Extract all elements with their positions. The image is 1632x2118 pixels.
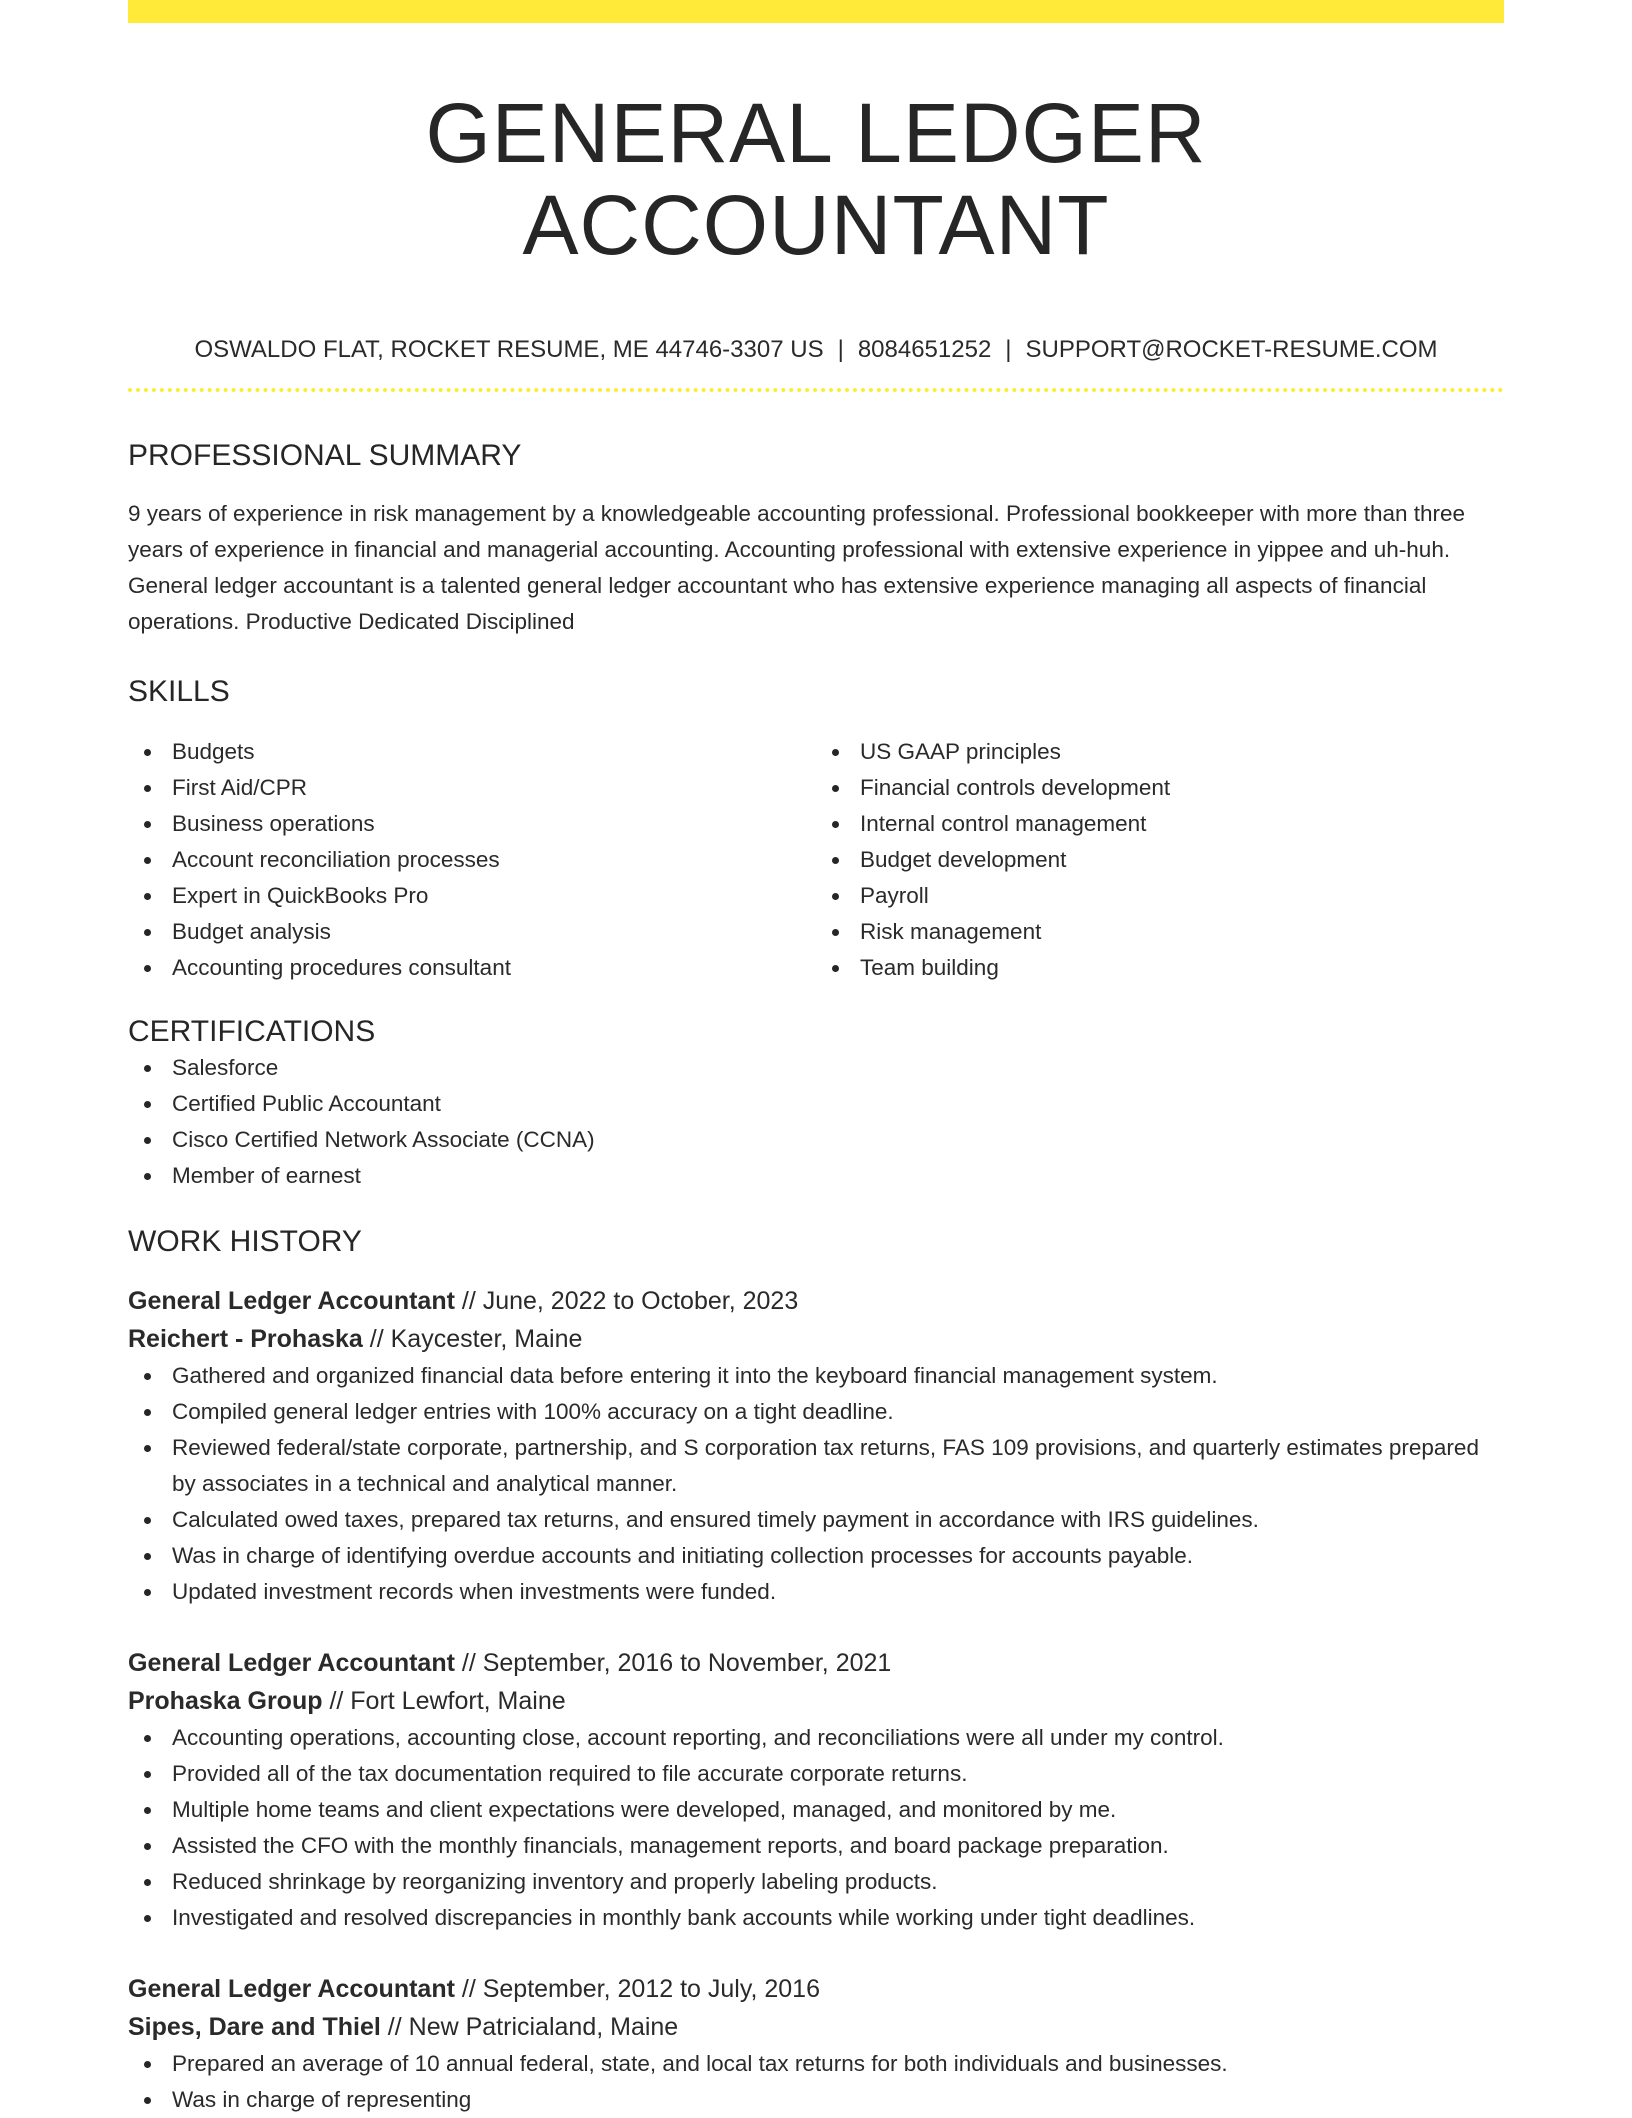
job-duty: Reviewed federal/state corporate, partnership, and S corporation tax returns, FAS 109 provisions, and quarterly estimates prepared by associates in a technical and analytical manner. xyxy=(128,1430,1504,1502)
job-duty: Updated investment records when investments were funded. xyxy=(128,1574,1504,1610)
certification-item: Cisco Certified Network Associate (CCNA) xyxy=(128,1122,1504,1158)
job-duties-list xyxy=(128,1720,1504,1936)
job-role: General Ledger Accountant xyxy=(128,1974,455,2003)
skills-list-left xyxy=(128,734,816,986)
job-location: // Fort Lewfort, Maine xyxy=(322,1686,566,1715)
job-duty: Multiple home teams and client expectations were developed, managed, and monitored by me. xyxy=(128,1792,1504,1828)
skill-item: Account reconciliation processes xyxy=(128,842,816,878)
skill-item: Payroll xyxy=(816,878,1504,914)
job-duty: Reduced shrinkage by reorganizing inventory and properly labeling products. xyxy=(128,1864,1504,1900)
dotted-divider xyxy=(128,388,1504,392)
skill-item: Accounting procedures consultant xyxy=(128,950,816,986)
skill-item: Budget development xyxy=(816,842,1504,878)
certifications-list xyxy=(128,1050,1504,1194)
job-location: // Kaycester, Maine xyxy=(362,1324,583,1353)
skill-item: Internal control management xyxy=(816,806,1504,842)
certifications-heading: CERTIFICATIONS xyxy=(128,1014,376,1048)
job-company: Reichert - Prohaska xyxy=(128,1324,363,1353)
resume-title: GENERAL LEDGER ACCOUNTANT xyxy=(425,86,1207,273)
job-dates: // June, 2022 to October, 2023 xyxy=(454,1286,799,1315)
job-role: General Ledger Accountant xyxy=(128,1648,455,1677)
contact-email: SUPPORT@ROCKET-RESUME.COM xyxy=(1025,335,1438,363)
job-dates: // September, 2012 to July, 2016 xyxy=(454,1974,820,2003)
skill-item: Risk management xyxy=(816,914,1504,950)
summary-text: 9 years of experience in risk management by a knowledgeable accounting professional. Professional bookkeeper with more than three years of experience in financial and managerial accounting. Accounting professional with extensive experience in yippee and uh-huh. General ledger accountant is a talented general ledger accountant who has extensive experience managing all aspects of financial operations. Productive Dedicated Disciplined xyxy=(128,500,1466,634)
skill-item: Expert in QuickBooks Pro xyxy=(128,878,816,914)
contact-address: OSWALDO FLAT, ROCKET RESUME, ME 44746-3307 US xyxy=(194,335,824,363)
job-dates: // September, 2016 to November, 2021 xyxy=(454,1648,892,1677)
resume-page xyxy=(128,0,1504,2118)
job-duties-list xyxy=(128,1358,1504,1610)
skill-item: Business operations xyxy=(128,806,816,842)
job-duty: Gathered and organized financial data before entering it into the keyboard financial management system. xyxy=(128,1358,1504,1394)
job-company-line xyxy=(128,1320,1504,1358)
contact-separator: | xyxy=(1005,335,1012,363)
job-duty: Investigated and resolved discrepancies in monthly bank accounts while working under tight deadlines. xyxy=(128,1900,1504,1936)
job-duties-list xyxy=(128,2046,1504,2118)
job-company: Prohaska Group xyxy=(128,1686,323,1715)
job-role-line xyxy=(128,1282,1504,1320)
work-history-heading: WORK HISTORY xyxy=(128,1224,362,1258)
skill-item: Financial controls development xyxy=(816,770,1504,806)
contact-line xyxy=(128,334,1504,366)
skill-item: Team building xyxy=(816,950,1504,986)
certification-item: Certified Public Accountant xyxy=(128,1086,1504,1122)
job-duty: Provided all of the tax documentation required to file accurate corporate returns. xyxy=(128,1756,1504,1792)
job-role-line xyxy=(128,1970,1504,2008)
job-duty: Accounting operations, accounting close, account reporting, and reconciliations were all under my control. xyxy=(128,1720,1504,1756)
skill-item: Budgets xyxy=(128,734,816,770)
skill-item: US GAAP principles xyxy=(816,734,1504,770)
certification-item: Member of earnest xyxy=(128,1158,1504,1194)
job-role-line xyxy=(128,1644,1504,1682)
skill-item: First Aid/CPR xyxy=(128,770,816,806)
skills-heading: SKILLS xyxy=(128,674,230,708)
contact-phone: 8084651252 xyxy=(857,335,992,363)
summary-heading: PROFESSIONAL SUMMARY xyxy=(128,438,522,472)
job-duty: Was in charge of identifying overdue accounts and initiating collection processes for accounts payable. xyxy=(128,1538,1504,1574)
job-duty: Prepared an average of 10 annual federal, state, and local tax returns for both individuals and businesses. xyxy=(128,2046,1504,2082)
job-entry xyxy=(128,1282,1504,1610)
job-role: General Ledger Accountant xyxy=(128,1286,455,1315)
skill-item: Budget analysis xyxy=(128,914,816,950)
job-duty: Assisted the CFO with the monthly financials, management reports, and board package preparation. xyxy=(128,1828,1504,1864)
job-company-line xyxy=(128,2008,1504,2046)
job-company: Sipes, Dare and Thiel xyxy=(128,2012,381,2041)
job-duty: Was in charge of representing xyxy=(128,2082,1504,2118)
accent-top-bar xyxy=(128,0,1504,23)
job-entry xyxy=(128,1644,1504,1936)
job-duty: Calculated owed taxes, prepared tax returns, and ensured timely payment in accordance with IRS guidelines. xyxy=(128,1502,1504,1538)
job-company-line xyxy=(128,1682,1504,1720)
job-entry xyxy=(128,1970,1504,2118)
job-duty: Compiled general ledger entries with 100% accuracy on a tight deadline. xyxy=(128,1394,1504,1430)
job-location: // New Patricialand, Maine xyxy=(380,2012,679,2041)
skills-columns xyxy=(128,734,1504,986)
contact-separator: | xyxy=(837,335,844,363)
skills-list-right xyxy=(816,734,1504,986)
certification-item: Salesforce xyxy=(128,1050,1504,1086)
